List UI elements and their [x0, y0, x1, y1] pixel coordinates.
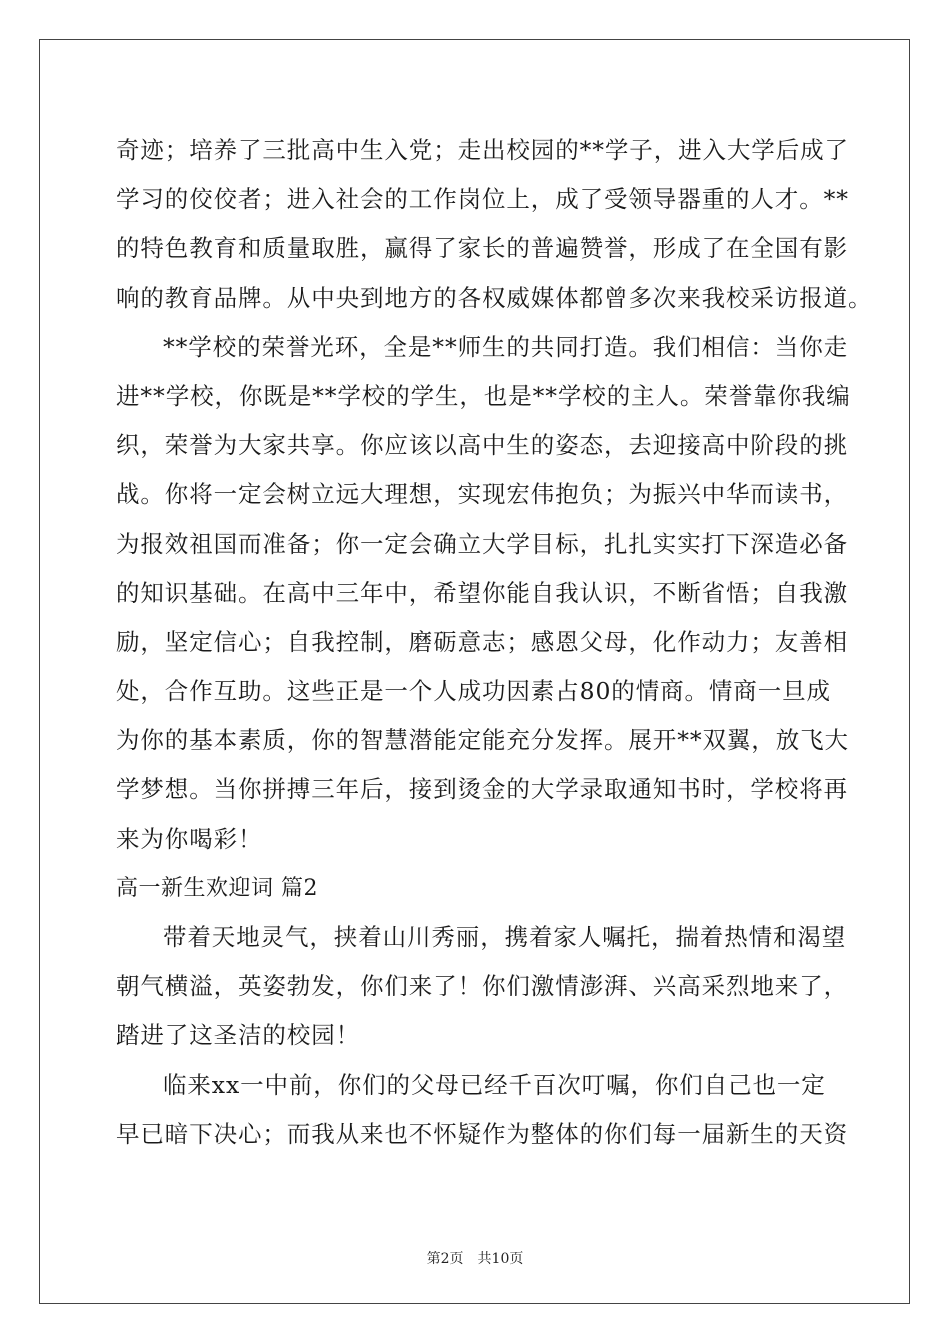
text-line: **学校的荣誉光环，全是**师生的共同打造。我们相信：当你走 [163, 332, 848, 361]
page-number: 第2页 共10页 [426, 1251, 524, 1267]
text-line: 学习的佼佼者；进入社会的工作岗位上，成了受领导器重的人才。** [116, 185, 849, 214]
text-line: 踏进了这圣洁的校园！ [116, 1021, 360, 1050]
text-line: 临来xx一中前，你们的父母已经千百次叮嘱，你们自己也一定 [163, 1070, 826, 1099]
text-line: 进**学校，你既是**学校的学生，也是**学校的主人。荣誉靠你我编 [116, 381, 851, 410]
text-line: 的知识基础。在高中三年中，希望你能自我认识，不断省悟；自我激 [116, 578, 848, 607]
text-line: 朝气横溢，英姿勃发，你们来了！你们激情澎湃、兴高采烈地来了， [116, 972, 848, 1001]
text-line: 带着天地灵气，挟着山川秀丽，携着家人嘱托，揣着热情和渴望 [163, 923, 847, 951]
text-line: 为你的基本素质，你的智慧潜能定能充分发挥。展开**双翼，放飞大 [116, 726, 849, 755]
text-line: 学梦想。当你拼搏三年后，接到烫金的大学录取通知书时，学校将再 [116, 775, 848, 804]
text-line: 来为你喝彩！ [116, 824, 263, 853]
section-heading: 高一新生欢迎词 篇2 [116, 875, 318, 901]
page-footer [0, 1248, 950, 1268]
text-line: 为报效祖国而准备；你一定会确立大学目标，扎扎实实打下深造必备 [116, 529, 848, 558]
text-line: 织，荣誉为大家共享。你应该以高中生的姿态，去迎接高中阶段的挑 [116, 431, 848, 460]
text-line: 响的教育品牌。从中央到地方的各权威媒体都曾多次来我校采访报道。 [116, 283, 873, 312]
text-line: 处，合作互助。这些正是一个人成功因素占80的情商。情商一旦成 [116, 677, 831, 706]
text-line: 的特色教育和质量取胜，赢得了家长的普遍赞誉，形成了在全国有影 [116, 234, 848, 263]
text-line: 战。你将一定会树立远大理想，实现宏伟抱负；为振兴中华而读书， [116, 480, 848, 509]
text-line: 奇迹；培养了三批高中生入党；走出校园的**学子，进入大学后成了 [116, 136, 849, 164]
document-body [116, 126, 873, 1159]
text-line: 励，坚定信心；自我控制，磨砺意志；感恩父母，化作动力；友善相 [116, 627, 848, 656]
text-line: 早已暗下决心；而我从来也不怀疑作为整体的你们每一届新生的天资 [116, 1119, 848, 1148]
